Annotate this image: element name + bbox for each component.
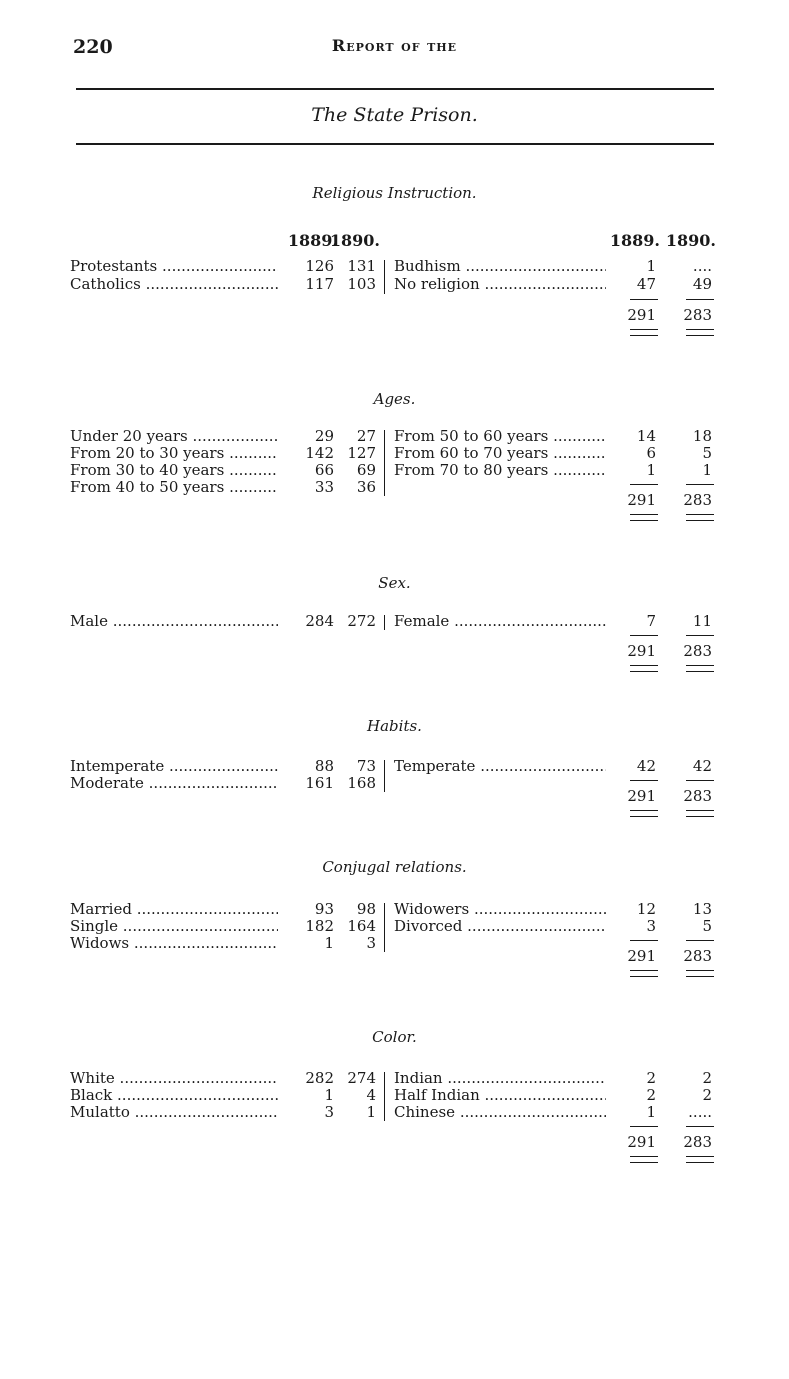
left-row-1890: 272 [347, 612, 376, 630]
right-row-1889: 14 [636, 427, 656, 445]
total-1890: 283 [683, 787, 712, 805]
left-year-header-y1889: 1889. [287, 231, 338, 250]
left-row-1890: 98 [356, 900, 376, 918]
column-divider [384, 260, 385, 294]
right-year-header-y1889: 1889. [609, 231, 660, 250]
left-row-1890: 131 [347, 257, 376, 275]
right-row-1889: 1 [646, 461, 656, 479]
left-row-1889: 93 [314, 900, 334, 918]
left-row-1890: 164 [347, 917, 376, 935]
left-row-label: Black ..... [70, 1087, 278, 1104]
left-row-1889: 142 [305, 444, 334, 462]
total-double-line-1890 [686, 329, 714, 336]
sum-line-1890 [686, 299, 714, 300]
left-row-label: Catholics ..... [70, 276, 278, 293]
sum-line-1889 [630, 299, 658, 300]
left-row-label: From 20 to 30 years ..... [70, 445, 278, 462]
column-divider [384, 1072, 385, 1121]
left-row-label: White ..... [70, 1070, 278, 1087]
column-divider [384, 760, 385, 792]
left-row-1890: 4 [366, 1086, 376, 1104]
total-1890: 283 [683, 947, 712, 965]
total-double-line-1889 [630, 1156, 658, 1163]
left-row-1889: 117 [305, 275, 334, 293]
section-title-ages: Ages. [373, 390, 416, 408]
right-row-1890: 18 [692, 427, 712, 445]
right-row-1890: 2 [702, 1069, 712, 1087]
right-row-1890: 2 [702, 1086, 712, 1104]
left-row-1889: 126 [305, 257, 334, 275]
sum-line-1890 [686, 780, 714, 781]
total-double-line-1890 [686, 970, 714, 977]
total-1889: 291 [627, 787, 656, 805]
left-row-1890: 36 [356, 478, 376, 496]
right-row-label: From 50 to 60 years ..... [394, 428, 606, 445]
total-1889: 291 [627, 491, 656, 509]
left-row-1890: 274 [347, 1069, 376, 1087]
right-row-1889: 6 [646, 444, 656, 462]
sum-line-1889 [630, 780, 658, 781]
left-row-1889: 182 [305, 917, 334, 935]
right-row-label: Half Indian ..... [394, 1087, 606, 1104]
right-row-label: From 60 to 70 years ..... [394, 445, 606, 462]
left-row-1889: 3 [324, 1103, 334, 1121]
total-1890: 283 [683, 1133, 712, 1151]
sum-line-1889 [630, 484, 658, 485]
right-row-label: Divorced ..... [394, 918, 606, 935]
total-double-line-1889 [630, 329, 658, 336]
right-year-header-y1890: 1890. [665, 231, 716, 250]
section-title-sex: Sex. [378, 574, 411, 592]
total-double-line-1889 [630, 665, 658, 672]
right-row-1889: 1 [646, 257, 656, 275]
left-row-label: From 40 to 50 years ..... [70, 479, 278, 496]
section-title-religious: Religious Instruction. [312, 184, 477, 202]
right-row-1890: 5 [702, 917, 712, 935]
total-1890: 283 [683, 306, 712, 324]
right-row-label: From 70 to 80 years ..... [394, 462, 606, 479]
total-1890: 283 [683, 491, 712, 509]
left-row-label: Single ..... [70, 918, 278, 935]
total-double-line-1889 [630, 970, 658, 977]
column-divider [384, 430, 385, 496]
right-row-1890: 42 [692, 757, 712, 775]
sum-line-1889 [630, 1126, 658, 1127]
right-row-label: Widowers ..... [394, 901, 606, 918]
left-row-1890: 127 [347, 444, 376, 462]
right-row-1889: 2 [646, 1086, 656, 1104]
left-row-1889: 88 [314, 757, 334, 775]
right-row-1889: 7 [646, 612, 656, 630]
total-1890: 283 [683, 642, 712, 660]
section-title-habits: Habits. [367, 717, 422, 735]
right-row-1890: ..... [688, 1103, 712, 1121]
right-row-1890: 1 [702, 461, 712, 479]
left-year-header-y1890: 1890. [329, 231, 380, 250]
total-double-line-1890 [686, 1156, 714, 1163]
sum-line-1890 [686, 1126, 714, 1127]
left-row-1889: 29 [314, 427, 334, 445]
left-row-label: Moderate ..... [70, 775, 278, 792]
right-row-1889: 12 [636, 900, 656, 918]
total-double-line-1889 [630, 810, 658, 817]
column-divider [384, 615, 385, 630]
column-divider [384, 903, 385, 952]
right-row-1889: 47 [636, 275, 656, 293]
right-row-1889: 2 [646, 1069, 656, 1087]
right-row-label: Temperate ..... [394, 758, 606, 775]
total-1889: 291 [627, 306, 656, 324]
total-double-line-1890 [686, 810, 714, 817]
left-row-1890: 1 [366, 1103, 376, 1121]
left-row-1890: 73 [356, 757, 376, 775]
left-row-1889: 1 [324, 1086, 334, 1104]
sum-line-1890 [686, 484, 714, 485]
sum-line-1890 [686, 940, 714, 941]
left-row-1889: 66 [314, 461, 334, 479]
right-row-label: Indian ..... [394, 1070, 606, 1087]
left-row-1890: 168 [347, 774, 376, 792]
page-number: 220 [73, 36, 113, 58]
section-title-conjugal: Conjugal relations. [322, 858, 467, 876]
total-1889: 291 [627, 1133, 656, 1151]
right-row-1890: 5 [702, 444, 712, 462]
left-row-label: Intemperate ..... [70, 758, 278, 775]
left-row-1889: 33 [314, 478, 334, 496]
left-row-1889: 284 [305, 612, 334, 630]
right-row-1890: 11 [692, 612, 712, 630]
total-double-line-1890 [686, 665, 714, 672]
left-row-1889: 161 [305, 774, 334, 792]
subtitle: The State Prison. [311, 104, 478, 126]
left-row-label: Male ..... [70, 613, 278, 630]
total-double-line-1890 [686, 514, 714, 521]
sum-line-1889 [630, 635, 658, 636]
right-row-label: Chinese ..... [394, 1104, 606, 1121]
right-row-1889: 42 [636, 757, 656, 775]
top-rule [76, 88, 714, 90]
left-row-label: Widows ..... [70, 935, 278, 952]
left-row-1890: 3 [366, 934, 376, 952]
total-1889: 291 [627, 947, 656, 965]
left-row-1889: 282 [305, 1069, 334, 1087]
left-row-1890: 69 [356, 461, 376, 479]
section-title-color: Color. [372, 1028, 417, 1046]
right-row-1890: 49 [692, 275, 712, 293]
right-row-label: Budhism ..... [394, 258, 606, 275]
right-row-label: Female ..... [394, 613, 606, 630]
running-title: Report of the [331, 36, 458, 55]
right-row-label: No religion ..... [394, 276, 606, 293]
total-double-line-1889 [630, 514, 658, 521]
left-row-label: From 30 to 40 years ..... [70, 462, 278, 479]
bottom-rule [76, 143, 714, 145]
total-1889: 291 [627, 642, 656, 660]
right-row-1889: 1 [646, 1103, 656, 1121]
left-row-1890: 27 [356, 427, 376, 445]
left-row-label: Under 20 years ..... [70, 428, 278, 445]
left-row-1889: 1 [324, 934, 334, 952]
right-row-1889: 3 [646, 917, 656, 935]
sum-line-1889 [630, 940, 658, 941]
right-row-1890: .... [692, 257, 712, 275]
left-row-label: Married ..... [70, 901, 278, 918]
right-row-1890: 13 [692, 900, 712, 918]
left-row-label: Protestants ..... [70, 258, 278, 275]
sum-line-1890 [686, 635, 714, 636]
left-row-1890: 103 [347, 275, 376, 293]
left-row-label: Mulatto ..... [70, 1104, 278, 1121]
